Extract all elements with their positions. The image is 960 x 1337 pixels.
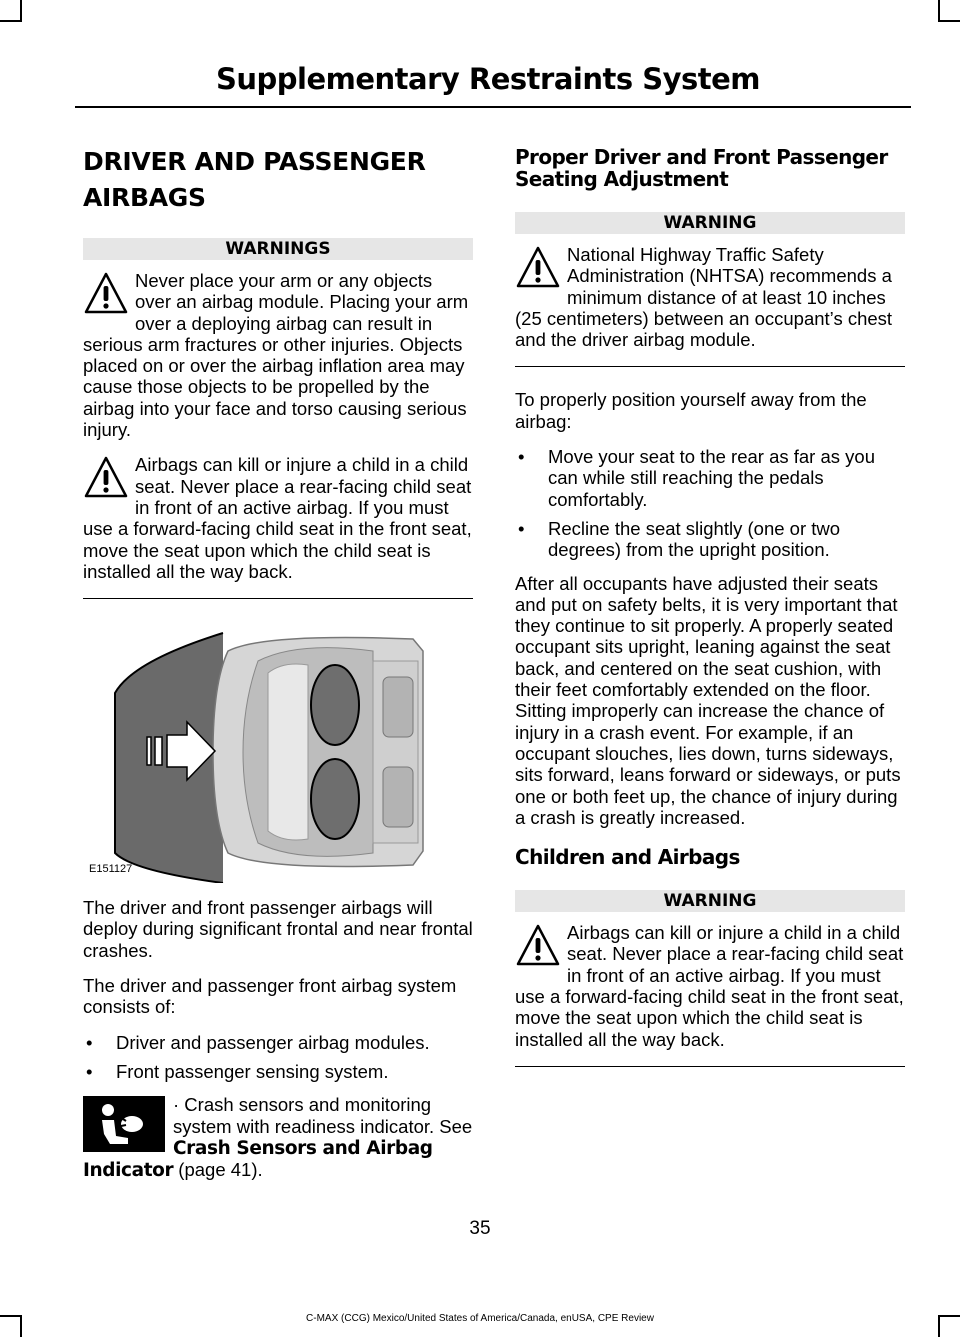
warnings-box <box>83 238 473 599</box>
paragraph: The driver and passenger front airbag system consists of: <box>83 975 457 1018</box>
header-rule <box>75 106 911 108</box>
warning-heading: WARNING <box>515 890 905 912</box>
warning-heading: WARNING <box>515 212 905 234</box>
crop-mark <box>0 20 22 22</box>
warning-triangle-icon <box>83 454 129 502</box>
paragraph: The driver and front passenger airbags will deploy during significant frontal and near frontal crashes. <box>83 897 473 961</box>
list-item: • Driver and passenger airbag modules. <box>83 1032 473 1053</box>
warning-item <box>515 922 905 1050</box>
crop-mark <box>938 0 940 22</box>
list-item: • Move your seat to the rear as far as you can while still reaching the pedals comfortably. <box>515 446 905 510</box>
section-title-line2: AIRBAGS <box>83 183 206 212</box>
warning-text: Airbags can kill or injure a child in a child seat. Never place a rear-facing child seat in front of an active airbag. If you must use a forward-facing child seat in the front seat, move the seat upon which the child seat is installed all the way back. <box>515 922 904 1050</box>
list-item: • Front passenger sensing system. <box>83 1061 473 1082</box>
warning-text: National Highway Traffic Safety Administration (NHTSA) recommends a minimum distance of at least 10 inches (25 centimeters) between an occupant’s chest and the driver airbag module. <box>515 244 893 351</box>
warning-text: Never place your arm or any objects over an airbag module. Placing your arm over a deploying airbag can result in serious arm fractures or other injuries. Objects placed on or over the airbag inflation area may cause those objects to be propelled by the airbag into your face and torso causing serious injury. <box>83 270 469 441</box>
warning-item <box>515 244 905 350</box>
cross-reference-link[interactable]: Crash Sensors and Airbag Indicator <box>83 1137 433 1182</box>
warning-box <box>515 212 905 367</box>
subsection-title: Proper Driver and Front Passenger Seating Adjustment <box>515 145 888 191</box>
airbag-deployment-illustration <box>83 621 473 883</box>
left-column <box>83 140 473 1195</box>
crash-sensor-text: · Crash sensors and monitoring system with readiness indicator. See <box>173 1094 473 1137</box>
section-title-line1: DRIVER AND PASSENGER <box>83 147 426 176</box>
bullet-list <box>515 446 905 560</box>
warning-item <box>83 270 473 440</box>
crash-sensor-paragraph <box>83 1094 473 1181</box>
warning-triangle-icon <box>515 922 561 970</box>
warning-triangle-icon <box>515 244 561 292</box>
warning-box <box>515 890 905 1067</box>
page-header-title: Supplementary Restraints System <box>215 62 760 96</box>
warning-text: Airbags can kill or injure a child in a child seat. Never place a rear-facing child seat in front of an active airbag. If you must use a forward-facing child seat in the front seat, move the seat upon which the child seat is installed all the way back. <box>83 454 472 582</box>
warnings-heading: WARNINGS <box>83 238 473 260</box>
warning-triangle-icon <box>83 270 129 318</box>
crop-mark <box>20 0 22 22</box>
car-top-view-icon <box>83 621 473 883</box>
airbag-indicator-icon <box>83 1096 165 1152</box>
warning-item <box>83 454 473 582</box>
page-reference: (page 41). <box>173 1159 263 1181</box>
paragraph: To properly position yourself away from the airbag: <box>515 389 867 432</box>
right-column <box>515 140 905 1089</box>
figure-label: E151127 <box>89 863 133 876</box>
list-item: • Recline the seat slightly (one or two degrees) from the upright position. <box>515 518 905 561</box>
footer-text: C-MAX (CCG) Mexico/United States of America/Canada, enUSA, CPE Review <box>306 1313 654 1324</box>
crop-mark <box>938 20 960 22</box>
section-title <box>83 144 473 216</box>
bullet-list <box>83 1032 473 1083</box>
subsection-title: Children and Airbags <box>515 845 740 870</box>
paragraph: After all occupants have adjusted their seats and put on safety belts, it is very important that they continue to sit properly. A properly seated occupant sits upright, leaning against the seat back, and centered on the seat cushion, with their feet comfortably extended on the floor. Sitting improperly can increase the chance of injury in a crash event. For example, if an occupant slouches, lies down, turns sideways, sits forward, leans forward or sideways, or puts one or both feet up, the chance of injury during a crash is greatly increased. <box>515 572 901 828</box>
page-number: 35 <box>469 1218 491 1239</box>
